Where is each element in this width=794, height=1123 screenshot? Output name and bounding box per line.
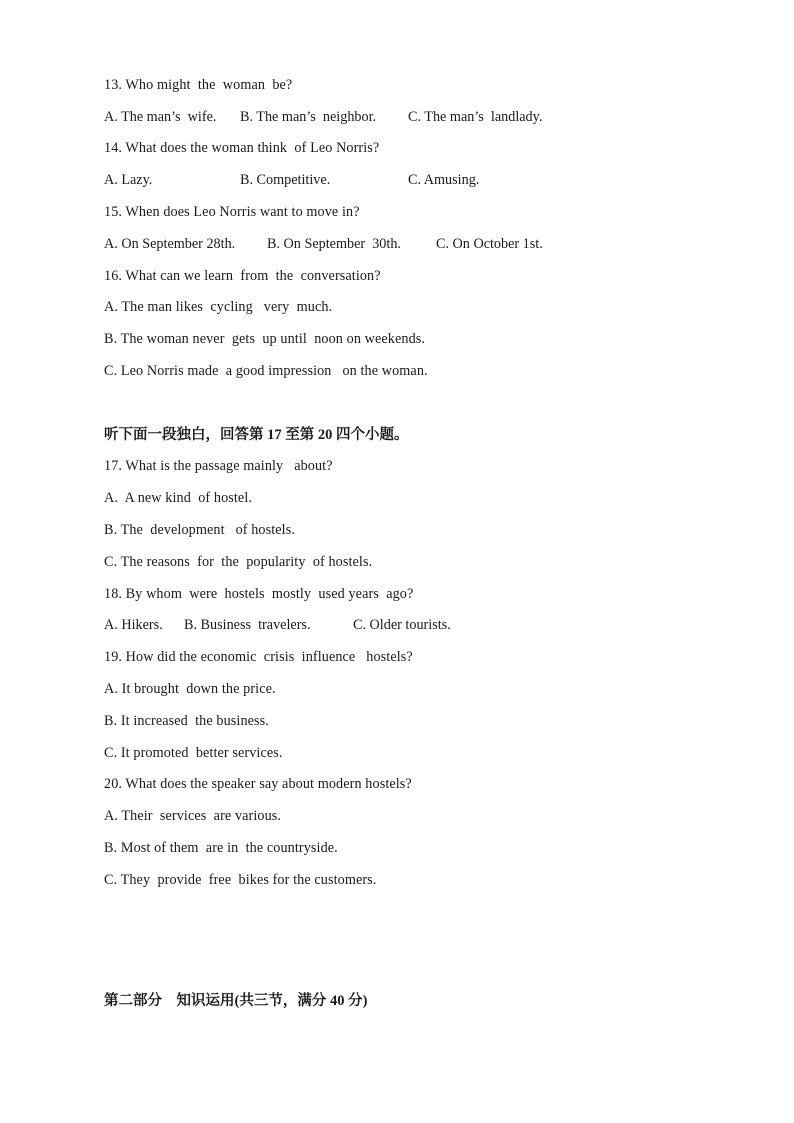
option-17-b: B. The development of hostels. (104, 522, 295, 538)
question-14: 14. What does the woman think of Leo Norris? (104, 140, 380, 156)
question-17: 17. What is the passage mainly about? (104, 458, 333, 474)
option-18-a: A. Hikers. (104, 617, 163, 633)
section-instruction: 听下面一段独白，回答第 17 至第 20 四个小题。 (104, 427, 409, 443)
option-18-b: B. Business travelers. (184, 617, 311, 633)
question-20: 20. What does the speaker say about modern hostels? (104, 776, 412, 792)
option-13-b: B. The man’s neighbor. (240, 109, 377, 125)
option-14-b: B. Competitive. (240, 172, 331, 188)
option-19-a: A. It brought down the price. (104, 681, 276, 697)
option-19-c: C. It promoted better services. (104, 745, 283, 761)
option-18-c: C. Older tourists. (353, 617, 451, 633)
option-16-c: C. Leo Norris made a good impression on the woman. (104, 363, 428, 379)
question-16: 16. What can we learn from the conversation? (104, 268, 381, 284)
option-14-a: A. Lazy. (104, 172, 153, 188)
option-16-b: B. The woman never gets up until noon on weekends. (104, 331, 426, 347)
option-20-b: B. Most of them are in the countryside. (104, 840, 338, 856)
question-13: 13. Who might the woman be? (104, 77, 293, 93)
question-18: 18. By whom were hostels mostly used years ago? (104, 586, 414, 602)
option-15-b: B. On September 30th. (267, 236, 401, 252)
option-20-c: C. They provide free bikes for the customers. (104, 872, 377, 888)
option-19-b: B. It increased the business. (104, 713, 269, 729)
option-17-c: C. The reasons for the popularity of hostels. (104, 554, 373, 570)
option-14-c: C. Amusing. (408, 172, 480, 188)
option-15-c: C. On October 1st. (436, 236, 543, 252)
question-15: 15. When does Leo Norris want to move in? (104, 204, 360, 220)
option-13-c: C. The man’s landlady. (408, 109, 543, 125)
option-20-a: A. Their services are various. (104, 808, 282, 824)
option-16-a: A. The man likes cycling very much. (104, 299, 333, 315)
part-two-heading: 第二部分 知识运用(共三节，满分 40 分) (104, 993, 368, 1009)
option-13-a: A. The man’s wife. (104, 109, 217, 125)
option-15-a: A. On September 28th. (104, 236, 236, 252)
option-17-a: A. A new kind of hostel. (104, 490, 253, 506)
question-19: 19. How did the economic crisis influence hostels? (104, 649, 413, 665)
